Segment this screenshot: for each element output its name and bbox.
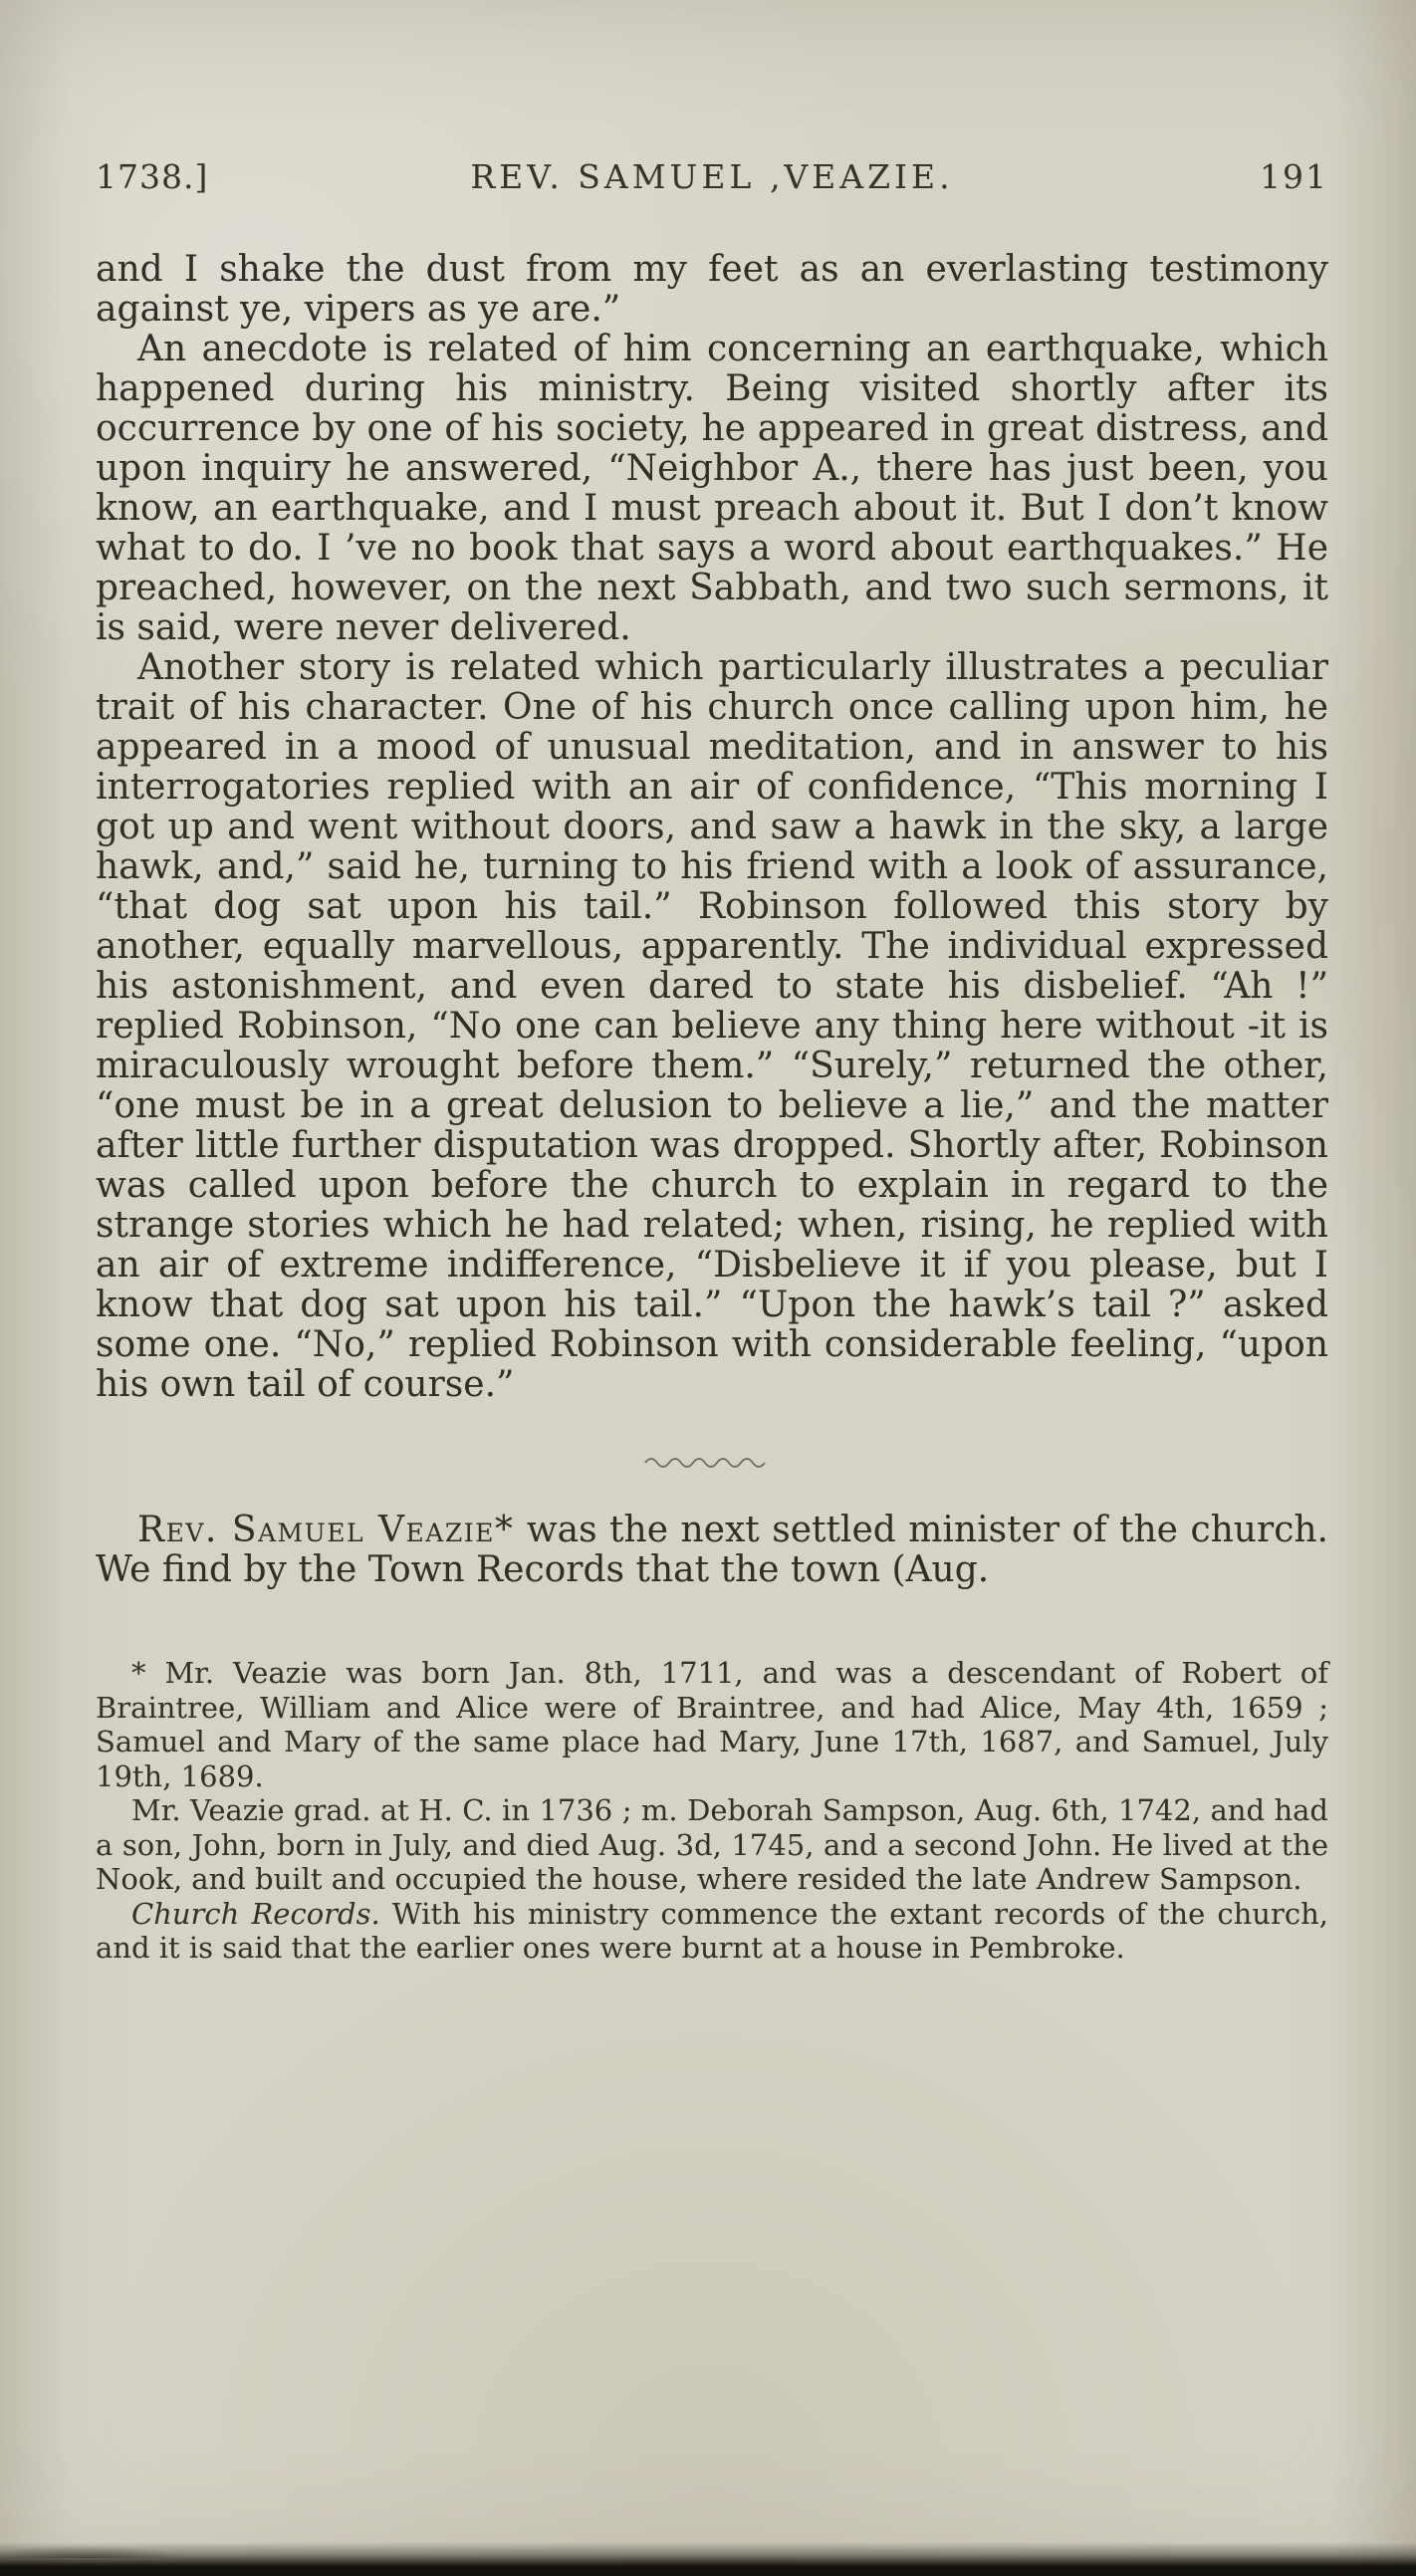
squiggle-divider-icon (642, 1455, 782, 1469)
footnote-text: * Mr. Veazie was born Jan. 8th, 1711, and was a descendant of Robert of Braintree, William and Alice were of Braintree, and had Alice, May 4th, 1659 ; Samuel and Mary of the same place had Mary, June 17th, 1687, and Samuel, July 19th, 1689. (96, 1656, 1328, 1793)
paragraph-anecdote: An anecdote is related of him concerning an earthquake, which happened during his ministry. Being visited shortly after its occurrence by one of his society, he appeared in great distress, and upon inquiry he answered, “Neighbor A., there has just been, you know, an earthquake, and I must preach about it. But I don’t know what to do. I ’ve no book that says a word about earthquakes.” He preached, however, on the next Sabbath, and two such sermons, it is said, were never delivered. (96, 329, 1328, 648)
main-text-block (96, 250, 1328, 1405)
section-lead-smallcaps: Rev. Samuel Veazie* (137, 1510, 515, 1550)
section-divider (96, 1451, 1328, 1467)
footnote-lead-italic: Church Records. (131, 1896, 380, 1931)
running-head (96, 157, 1328, 196)
footnotes-block (96, 1656, 1328, 1966)
page-number: 191 (1259, 157, 1328, 196)
footnote-birth (96, 1656, 1328, 1793)
footnote-church-records (96, 1897, 1328, 1966)
header-year: 1738.] (96, 157, 209, 196)
scan-bottom-edge (0, 2542, 1416, 2576)
page-content (96, 157, 1328, 1966)
header-title: REV. SAMUEL ‚VEAZIE. (470, 157, 954, 196)
section-rest-text: was the next settled minister of the church. We find by the Town Records that the town (Aug. (96, 1510, 1328, 1590)
section-paragraph (96, 1511, 1328, 1590)
footnote-text: Mr. Veazie grad. at H. C. in 1736 ; m. Deborah Sampson, Aug. 6th, 1742, and had a son, John, born in July, and died Aug. 3d, 1745, and a second John. He lived at the Nook, and built and occupied the house, where resided the late Andrew Sampson. (96, 1793, 1328, 1896)
paragraph-continuation: and I shake the dust from my feet as an everlasting testimony against ye, vipers as ye are.” (96, 249, 1328, 330)
next-minister-section (96, 1511, 1328, 1590)
footnote-graduation (96, 1793, 1328, 1897)
paragraph-story: Another story is related which particularly illustrates a peculiar trait of his character. One of his church once calling upon him, he appeared in a mood of unusual meditation, and in answer to his interrogatories replied with an air of confidence, “This morning I got up and went without doors, and saw a hawk in the sky, a large hawk, and,” said he, turning to his friend with a look of assurance, “that dog sat upon his tail.” Robinson followed this story by another, equally marvellous, apparently. The individual expressed his astonishment, and even dared to state his disbelief. “Ah !” replied Robinson, “No one can believe any thing here without -it is miraculously wrought before them.” “Surely,” returned the other, “one must be in a great delusion to believe a lie,” and the matter after little further disputation was dropped. Shortly after, Robinson was called upon before the church to explain in regard to the strange stories which he had related; when, rising, he replied with an air of extreme indifference, “Disbelieve it if you please, but I know that dog sat upon his tail.” “Upon the hawk’s tail ?” asked some one. “No,” replied Robinson with considerable feeling, “upon his own tail of course.” (96, 647, 1328, 1405)
footnote-text: With his ministry commence the extant records of the church, and it is said that the earlier ones were burnt at a house in Pembroke. (96, 1896, 1328, 1965)
